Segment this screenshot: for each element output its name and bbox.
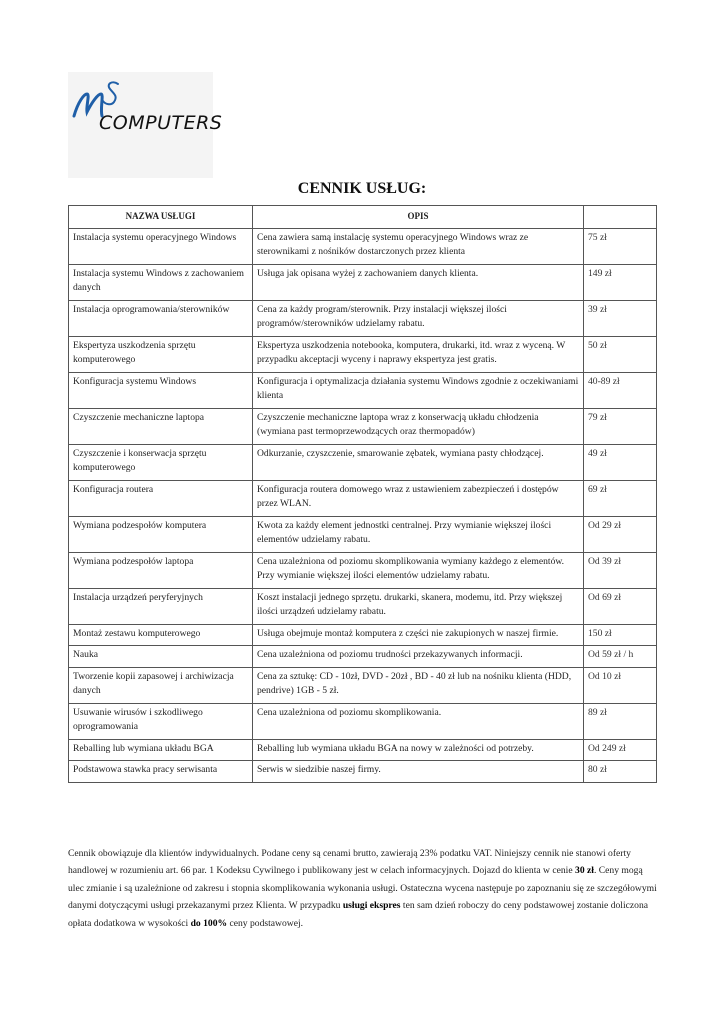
service-price-cell: Od 59 zł / h [584,646,657,668]
service-description-cell: Cena za każdy program/sterownik. Przy instalacji większej ilości programów/sterowników udzielamy rabatu. [253,300,584,336]
service-price-cell: 49 zł [584,444,657,480]
service-description-cell: Odkurzanie, czyszczenie, smarowanie zębatek, wymiana pasty chłodzącej. [253,444,584,480]
service-name-cell: Montaż zestawu komputerowego [69,624,253,646]
table-row [69,372,657,408]
service-description-cell: Ekspertyza uszkodzenia notebooka, komputera, drukarki, itd. wraz z wyceną. W przypadku akceptacji wyceny i naprawy ekspertyza jest gratis. [253,336,584,372]
column-header-price [584,206,657,229]
table-row [69,624,657,646]
table-row [69,228,657,264]
footer-text-1: Cennik obowiązuje dla klientów indywidualnych. Podane ceny są cenami brutto, zawierają 23% podatku VAT. Niniejszy cennik nie stanowi oferty handlowej w rozumieniu art. 66 par. 1 Kodeksu Cywilnego i publikowany jest w celach informacyjnych. Dojazd do klienta w cenie [68,848,631,877]
table-row [69,703,657,739]
footer-text-4: ceny podstawowej. [227,917,304,929]
table-body [69,228,657,782]
service-price-cell: Od 69 zł [584,588,657,624]
service-price-cell: 69 zł [584,480,657,516]
service-name-cell: Ekspertyza uszkodzenia sprzętu komputerowego [69,336,253,372]
service-description-cell: Cena za sztukę: CD - 10zł, DVD - 20zł , BD - 40 zł lub na nośniku klienta (HDD, pendrive) 1GB - 5 zł. [253,667,584,703]
table-row [69,588,657,624]
footer-text-3: ten sam dzień roboczy do ceny podstawowej zostanie doliczona opłata dodatkowa w wysokości [68,900,649,929]
table-header-row [69,206,657,229]
service-name-cell: Instalacja systemu operacyjnego Windows [69,228,253,264]
service-name-cell: Podstawowa stawka pracy serwisanta [69,761,253,783]
service-description-cell: Cena zawiera samą instalację systemu operacyjnego Windows wraz ze sterownikami z nośników dostarczonych przez klienta [253,228,584,264]
service-name-cell: Reballing lub wymiana układu BGA [69,739,253,761]
footer-bold-percent: do 100% [190,917,228,929]
table-row [69,444,657,480]
service-name-cell: Usuwanie wirusów i szkodliwego oprogramowania [69,703,253,739]
table-row [69,408,657,444]
service-description-cell: Cena uzależniona od poziomu trudności przekazywanych informacji. [253,646,584,668]
table-row [69,667,657,703]
service-price-cell: 39 zł [584,300,657,336]
service-price-cell: Od 39 zł [584,552,657,588]
table-row [69,739,657,761]
table-row [69,761,657,783]
service-name-cell: Instalacja oprogramowania/sterowników [69,300,253,336]
service-price-cell: 150 zł [584,624,657,646]
service-description-cell: Konfiguracja i optymalizacja działania systemu Windows zgodnie z oczekiwaniami klienta [253,372,584,408]
table-row [69,516,657,552]
table-row [69,552,657,588]
logo-text: COMPUTERS [99,112,223,134]
service-description-cell: Koszt instalacji jednego sprzętu. drukarki, skanera, modemu, itd. Przy większej ilości urządzeń udzielamy rabatu. [253,588,584,624]
service-name-cell: Konfiguracja systemu Windows [69,372,253,408]
company-logo [68,72,223,178]
service-description-cell: Usługa jak opisana wyżej z zachowaniem danych klienta. [253,264,584,300]
table-row [69,336,657,372]
service-price-cell: Od 10 zł [584,667,657,703]
service-description-cell: Reballing lub wymiana układu BGA na nowy w zależności od potrzeby. [253,739,584,761]
service-name-cell: Tworzenie kopii zapasowej i archiwizacja danych [69,667,253,703]
service-price-cell: 149 zł [584,264,657,300]
service-price-cell: 75 zł [584,228,657,264]
service-description-cell: Usługa obejmuje montaż komputera z części nie zakupionych w naszej firmie. [253,624,584,646]
table-row [69,300,657,336]
service-price-cell: 89 zł [584,703,657,739]
table-row [69,480,657,516]
service-name-cell: Czyszczenie i konserwacja sprzętu komputerowego [69,444,253,480]
service-description-cell: Kwota za każdy element jednostki centralnej. Przy wymianie większej ilości elementów udzielamy rabatu. [253,516,584,552]
service-name-cell: Instalacja systemu Windows z zachowaniem danych [69,264,253,300]
service-price-cell: 80 zł [584,761,657,783]
service-name-cell: Konfiguracja routera [69,480,253,516]
service-name-cell: Czyszczenie mechaniczne laptopa [69,408,253,444]
page-title: CENNIK USŁUG: [297,180,427,197]
table-row [69,646,657,668]
service-price-cell: 79 zł [584,408,657,444]
service-name-cell: Instalacja urządzeń peryferyjnych [69,588,253,624]
service-name-cell: Wymiana podzespołów laptopa [69,552,253,588]
service-description-cell: Konfiguracja routera domowego wraz z ustawieniem zabezpieczeń i dostępów przez WLAN. [253,480,584,516]
footer-text-2: . Ceny mogą ulec zmianie i są uzależnione od zakresu i stopnia skomplikowania wykonania usługi. Ostateczna wycena następuje po zapoznaniu się ze szczegółowymi danymi dotyczącymi usługi przekazanymi przez Klienta. W przypadku [68,865,657,912]
price-table [68,205,657,783]
service-name-cell: Nauka [69,646,253,668]
service-description-cell: Cena uzależniona od poziomu skomplikowania wymiany każdego z elementów. Przy wymianie większej ilości elementów udzielamy rabatu. [253,552,584,588]
column-header-description: OPIS [253,206,584,229]
service-description-cell: Czyszczenie mechaniczne laptopa wraz z konserwacją układu chłodzenia (wymiana past termoprzewodzących oraz thermopadów) [253,408,584,444]
footer-note [68,845,658,932]
footer-bold-express: usługi ekspres [342,900,401,912]
service-price-cell: 40-89 zł [584,372,657,408]
service-description-cell: Serwis w siedzibie naszej firmy. [253,761,584,783]
service-name-cell: Wymiana podzespołów komputera [69,516,253,552]
footer-bold-travel-price: 30 zł [575,865,594,877]
service-price-cell: 50 zł [584,336,657,372]
table-row [69,264,657,300]
service-price-cell: Od 249 zł [584,739,657,761]
service-price-cell: Od 29 zł [584,516,657,552]
column-header-service: NAZWA USŁUGI [69,206,253,229]
service-description-cell: Cena uzależniona od poziomu skomplikowania. [253,703,584,739]
